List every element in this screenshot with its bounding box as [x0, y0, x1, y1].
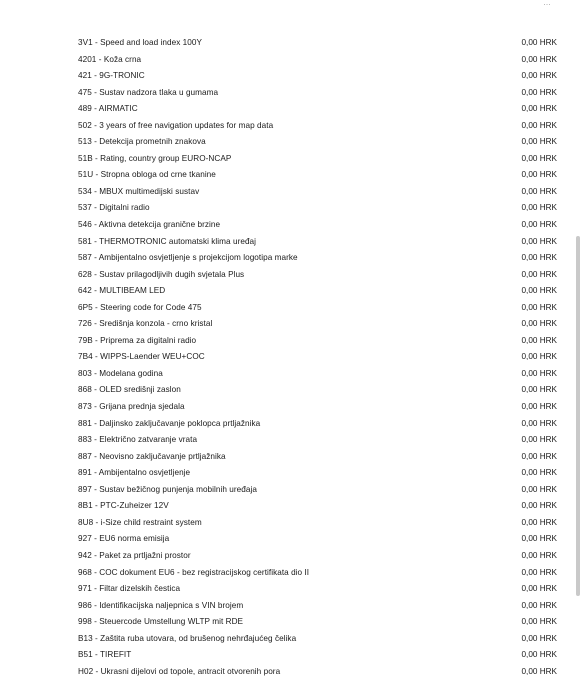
item-description: 546 - Aktivna detekcija granične brzine — [78, 220, 221, 230]
item-price: 0,00 HRK — [521, 153, 557, 163]
item-description: 4201 - Koža crna — [78, 54, 142, 64]
item-description: 587 - Ambijentalno osvjetljenje s projekcijom logotipa marke — [78, 253, 298, 263]
item-description: 891 - Ambijentalno osvjetljenje — [78, 468, 191, 478]
list-item — [0, 614, 583, 631]
item-description: 971 - Filtar dizelskih čestica — [78, 584, 181, 594]
list-item — [0, 382, 583, 399]
list-item — [0, 399, 583, 416]
item-price: 0,00 HRK — [521, 501, 557, 511]
item-description: 868 - OLED središnji zaslon — [78, 385, 181, 395]
item-price: 0,00 HRK — [521, 600, 557, 610]
list-item — [0, 631, 583, 648]
list-item — [0, 184, 583, 201]
item-price: 0,00 HRK — [521, 650, 557, 660]
item-description: 887 - Neovisno zaključavanje prtljažnika — [78, 451, 226, 461]
item-description: B51 - TIREFIT — [78, 650, 132, 660]
item-price: 0,00 HRK — [521, 418, 557, 428]
item-price: 0,00 HRK — [521, 468, 557, 478]
item-description: 642 - MULTIBEAM LED — [78, 286, 166, 296]
list-item — [0, 416, 583, 433]
list-item — [0, 85, 583, 102]
item-price: 0,00 HRK — [521, 567, 557, 577]
item-description: 537 - Digitalni radio — [78, 203, 150, 213]
list-item — [0, 531, 583, 548]
item-description: 489 - AIRMATIC — [78, 104, 138, 114]
list-item — [0, 35, 583, 52]
item-price: 0,00 HRK — [521, 120, 557, 130]
list-item — [0, 68, 583, 85]
item-description: 927 - EU6 norma emisija — [78, 534, 170, 544]
item-description: 502 - 3 years of free navigation updates for map data — [78, 120, 274, 130]
item-description: H02 - Ukrasni dijelovi od topole, antracit otvorenih pora — [78, 666, 281, 676]
item-price: 0,00 HRK — [521, 220, 557, 230]
item-description: B13 - Zaštita ruba utovara, od brušenog nehrđajućeg čelika — [78, 633, 297, 643]
list-item — [0, 664, 583, 681]
item-price: 0,00 HRK — [521, 484, 557, 494]
list-item — [0, 366, 583, 383]
item-price: 0,00 HRK — [521, 368, 557, 378]
item-description: 873 - Grijana prednja sjedala — [78, 402, 185, 412]
item-price: 0,00 HRK — [521, 203, 557, 213]
item-description: 513 - Detekcija prometnih znakova — [78, 137, 206, 147]
list-item — [0, 482, 583, 499]
item-description: 803 - Modelana godina — [78, 368, 163, 378]
item-price: 0,00 HRK — [521, 517, 557, 527]
equipment-list — [0, 35, 583, 680]
item-description: 986 - Identifikacijska naljepnica s VIN brojem — [78, 600, 244, 610]
item-description: 942 - Paket za prtljažni prostor — [78, 550, 191, 560]
item-price: 0,00 HRK — [521, 269, 557, 279]
item-price: 0,00 HRK — [521, 54, 557, 64]
item-price: 0,00 HRK — [521, 104, 557, 114]
item-price: 0,00 HRK — [521, 451, 557, 461]
item-description: 475 - Sustav nadzora tlaka u gumama — [78, 87, 219, 97]
list-item — [0, 118, 583, 135]
item-price: 0,00 HRK — [521, 302, 557, 312]
list-item — [0, 515, 583, 532]
list-item — [0, 565, 583, 582]
item-price: 0,00 HRK — [521, 286, 557, 296]
list-item — [0, 151, 583, 168]
share-icon[interactable]: … — [543, 0, 551, 7]
list-item — [0, 548, 583, 565]
item-description: 534 - MBUX multimedijski sustav — [78, 186, 200, 196]
item-price: 0,00 HRK — [521, 71, 557, 81]
item-price: 0,00 HRK — [521, 550, 557, 560]
list-item — [0, 234, 583, 251]
list-item — [0, 449, 583, 466]
item-description: 883 - Električno zatvaranje vrata — [78, 435, 198, 445]
list-item — [0, 349, 583, 366]
item-description: 51U - Stropna obloga od crne tkanine — [78, 170, 216, 180]
list-item — [0, 432, 583, 449]
list-item — [0, 498, 583, 515]
item-price: 0,00 HRK — [521, 170, 557, 180]
item-description: 3V1 - Speed and load index 100Y — [78, 38, 203, 47]
item-price: 0,00 HRK — [521, 584, 557, 594]
item-price: 0,00 HRK — [521, 186, 557, 196]
item-price: 0,00 HRK — [521, 87, 557, 97]
list-item — [0, 200, 583, 217]
item-description: 6P5 - Steering code for Code 475 — [78, 302, 202, 312]
list-item — [0, 250, 583, 267]
list-item — [0, 101, 583, 118]
item-price: 0,00 HRK — [521, 617, 557, 627]
item-description: 79B - Priprema za digitalni radio — [78, 335, 197, 345]
item-description: 628 - Sustav prilagodljivih dugih svjetala Plus — [78, 269, 245, 279]
item-price: 0,00 HRK — [521, 385, 557, 395]
item-price: 0,00 HRK — [521, 335, 557, 345]
list-item — [0, 217, 583, 234]
item-price: 0,00 HRK — [521, 236, 557, 246]
list-item — [0, 167, 583, 184]
item-price: 0,00 HRK — [521, 253, 557, 263]
list-item — [0, 598, 583, 615]
list-item — [0, 316, 583, 333]
list-item — [0, 134, 583, 151]
item-price: 0,00 HRK — [521, 137, 557, 147]
item-price: 0,00 HRK — [521, 633, 557, 643]
item-price: 0,00 HRK — [521, 534, 557, 544]
list-item — [0, 333, 583, 350]
item-description: 581 - THERMOTRONIC automatski klima uređaj — [78, 236, 257, 246]
item-description: 8U8 - i-Size child restraint system — [78, 517, 202, 527]
item-description: 897 - Sustav bežičnog punjenja mobilnih uređaja — [78, 484, 257, 494]
item-description: 51B - Rating, country group EURO-NCAP — [78, 153, 232, 163]
item-description: 881 - Daljinsko zaključavanje poklopca prtljažnika — [78, 418, 261, 428]
item-description: 7B4 - WIPPS-Laender WEU+COC — [78, 352, 205, 362]
item-price: 0,00 HRK — [521, 402, 557, 412]
list-item — [0, 300, 583, 317]
item-description: 998 - Steuercode Umstellung WLTP mit RDE — [78, 617, 244, 627]
item-price: 0,00 HRK — [521, 352, 557, 362]
item-price: 0,00 HRK — [521, 435, 557, 445]
list-item — [0, 267, 583, 284]
item-description: 421 - 9G-TRONIC — [78, 71, 145, 81]
item-price: 0,00 HRK — [521, 319, 557, 329]
list-item — [0, 52, 583, 69]
list-item — [0, 581, 583, 598]
list-item — [0, 283, 583, 300]
list-item — [0, 647, 583, 664]
item-description: 726 - Središnja konzola - crno kristal — [78, 319, 213, 329]
vertical-scrollbar[interactable] — [576, 236, 580, 596]
item-description: 968 - COC dokument EU6 - bez registracijskog certifikata dio II — [78, 567, 310, 577]
item-price: 0,00 HRK — [521, 38, 557, 47]
item-price: 0,00 HRK — [521, 666, 557, 676]
item-description: 8B1 - PTC-Zuheizer 12V — [78, 501, 169, 511]
list-item — [0, 465, 583, 482]
